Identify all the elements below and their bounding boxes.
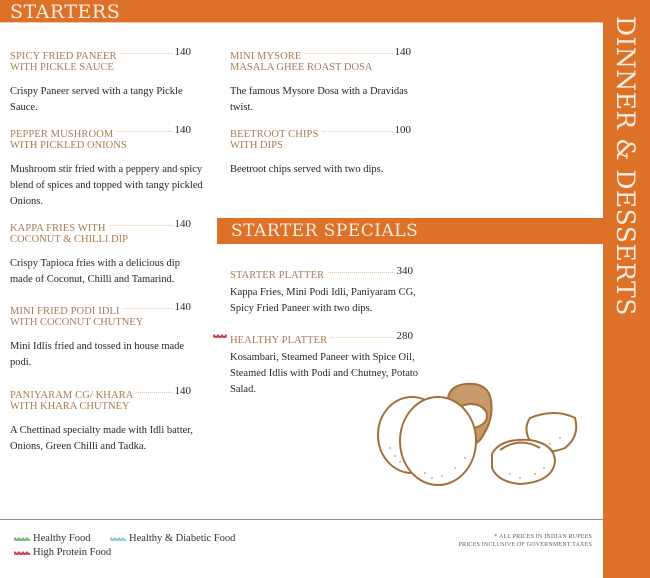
starter-specials-header-bar <box>217 218 603 244</box>
high-protein-icon <box>213 334 227 338</box>
item-price: 280 <box>396 330 413 342</box>
item-description: Kappa Fries, Mini Podi Idli, Paniyaram CG, Spicy Fried Paneer with two dips. <box>230 287 416 314</box>
item-price: 140 <box>174 218 191 230</box>
item-name-line2: MASALA GHEE ROAST DOSA <box>230 62 373 73</box>
item-name-line2: COCONUT & CHILLI DIP <box>10 234 128 245</box>
item-name: PEPPER MUSHROOM <box>10 129 116 140</box>
item-description: A Chettinad specialty made with Idli batter, Onions, Green Chilli and Tadka. <box>10 425 193 452</box>
item-name: KAPPA FRIES WITH <box>10 223 109 234</box>
item-name: STARTER PLATTER <box>230 270 327 281</box>
item-name: PANIYARAM CG/ KHARA <box>10 390 136 401</box>
item-price: 100 <box>394 124 411 136</box>
section-title-starter-specials: STARTER SPECIALS <box>231 221 419 241</box>
item-name: HEALTHY PLATTER <box>230 335 330 346</box>
healthy-diabetic-food-icon <box>110 537 126 541</box>
price-note-line1: * ALL PRICES IN INDIAN RUPEES <box>494 534 592 540</box>
item-name: BEETROOT CHIPS <box>230 129 321 140</box>
sidebar-banner <box>603 0 650 578</box>
item-price: 140 <box>174 124 191 136</box>
item-name: MINI FRIED PODI IDLI <box>10 306 123 317</box>
menu-item <box>10 46 205 116</box>
price-note <box>458 533 592 549</box>
item-price: 140 <box>174 385 191 397</box>
item-name-line2: WITH KHARA CHUTNEY <box>10 401 130 412</box>
menu-item <box>230 124 425 178</box>
item-name: MINI MYSORE <box>230 51 304 62</box>
dotted-leader <box>120 308 173 309</box>
item-description: Kosambari, Steamed Paneer with Spice Oil, Steamed Idlis with Podi and Chutney, Potato Salad. <box>230 352 419 395</box>
item-name: SPICY FRIED PANEER <box>10 51 120 62</box>
item-description: Crispy Paneer served with a tangy Pickle Sauce. <box>10 86 183 113</box>
item-price: 140 <box>394 46 411 58</box>
item-name-line2: WITH PICKLED ONIONS <box>10 140 127 151</box>
legend-label-healthy: Healthy Food <box>33 533 91 544</box>
menu-item <box>10 385 205 455</box>
item-name-line2: WITH DIPS <box>230 140 283 151</box>
menu-item <box>10 218 205 288</box>
item-name-line2: WITH PICKLE SAUCE <box>10 62 114 73</box>
price-note-line2: PRICES INCLUSIVE OF GOVERNMENT TAXES <box>458 542 592 548</box>
section-title-starters: STARTERS <box>10 1 121 23</box>
dotted-leader <box>316 272 393 273</box>
healthy-food-icon <box>14 537 30 541</box>
item-description: Mushroom stir fried with a peppery and spicy blend of spices and topped with tangy pickled Onions. <box>10 164 203 207</box>
menu-item <box>10 301 205 371</box>
legend-item-diabetic <box>110 533 235 544</box>
dotted-leader <box>130 392 173 393</box>
item-description: Mini Idlis fried and tossed in house made podi. <box>10 341 185 368</box>
legend-item-healthy <box>14 533 90 544</box>
item-price: 140 <box>174 46 191 58</box>
dotted-leader <box>104 225 173 226</box>
high-protein-food-icon <box>14 551 30 555</box>
dotted-leader <box>294 53 393 54</box>
sidebar-title: DINNER & DESSERTS <box>611 16 640 316</box>
menu-item <box>10 124 205 210</box>
item-description: Beetroot chips served with two dips. <box>230 164 384 175</box>
footer-divider <box>0 519 603 520</box>
legend-label-diabetic: Healthy & Diabetic Food <box>129 533 236 544</box>
item-description: The famous Mysore Dosa with a Dravidas twist. <box>230 86 408 113</box>
item-price: 340 <box>396 265 413 277</box>
legend-label-protein: High Protein Food <box>33 547 112 558</box>
item-price: 140 <box>174 301 191 313</box>
menu-item <box>230 46 425 116</box>
menu-item <box>230 265 425 317</box>
mushroom-illustration <box>370 378 585 498</box>
legend-item-protein <box>14 547 111 558</box>
starters-header-bar <box>0 0 603 23</box>
item-description: Crispy Tapioca fries with a delicious dip made of Coconut, Chilli and Tamarind. <box>10 258 180 285</box>
item-name-line2: WITH COCONUT CHUTNEY <box>10 317 144 328</box>
